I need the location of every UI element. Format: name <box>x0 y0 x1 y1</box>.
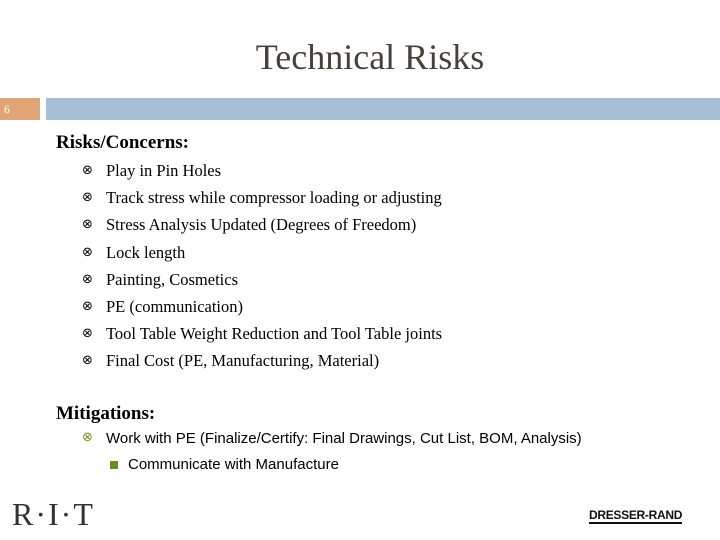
mitigations-heading: Mitigations: <box>56 403 156 424</box>
mitigation-item: ⊗ Work with PE (Finalize/Certify: Final Drawings, Cut List, BOM, Analysis) <box>82 430 582 447</box>
list-item: ⊗ Play in Pin Holes <box>82 157 442 184</box>
circled-cross-icon: ⊗ <box>82 163 93 178</box>
circled-cross-icon: ⊗ <box>82 217 93 233</box>
header-bar <box>46 98 720 120</box>
list-item: ⊗ PE (communication) <box>82 293 442 320</box>
dresser-rand-logo: DRESSER-RAND <box>589 508 683 522</box>
circled-cross-icon: ⊗ <box>82 190 93 206</box>
rit-logo: R·I·T <box>12 496 95 532</box>
list-item: ⊗ Tool Table Weight Reduction and Tool Table joints <box>82 320 442 347</box>
mitigation-subitem: Communicate with Manufacture <box>110 456 339 473</box>
list-item: ⊗ Final Cost (PE, Manufacturing, Material) <box>82 347 442 374</box>
circled-cross-icon: ⊗ <box>82 298 93 314</box>
circled-cross-icon: ⊗ <box>82 326 93 342</box>
list-item: ⊗ Painting, Cosmetics <box>82 266 442 293</box>
slide-title: Technical Risks <box>255 37 485 77</box>
square-icon <box>110 461 118 469</box>
circled-cross-icon: ⊗ <box>82 353 93 369</box>
circled-cross-icon: ⊗ <box>82 244 93 260</box>
slide-number: 6 <box>4 102 10 116</box>
slide-number-bar <box>0 98 40 120</box>
list-item: ⊗ Track stress while compressor loading or adjusting <box>82 184 442 211</box>
risks-list <box>82 157 442 375</box>
circled-cross-icon: ⊗ <box>82 430 93 445</box>
circled-cross-icon: ⊗ <box>82 271 93 287</box>
risks-heading: Risks/Concerns: <box>56 132 190 153</box>
list-item: ⊗ Lock length <box>82 239 442 266</box>
list-item: ⊗ Stress Analysis Updated (Degrees of Freedom) <box>82 211 442 238</box>
